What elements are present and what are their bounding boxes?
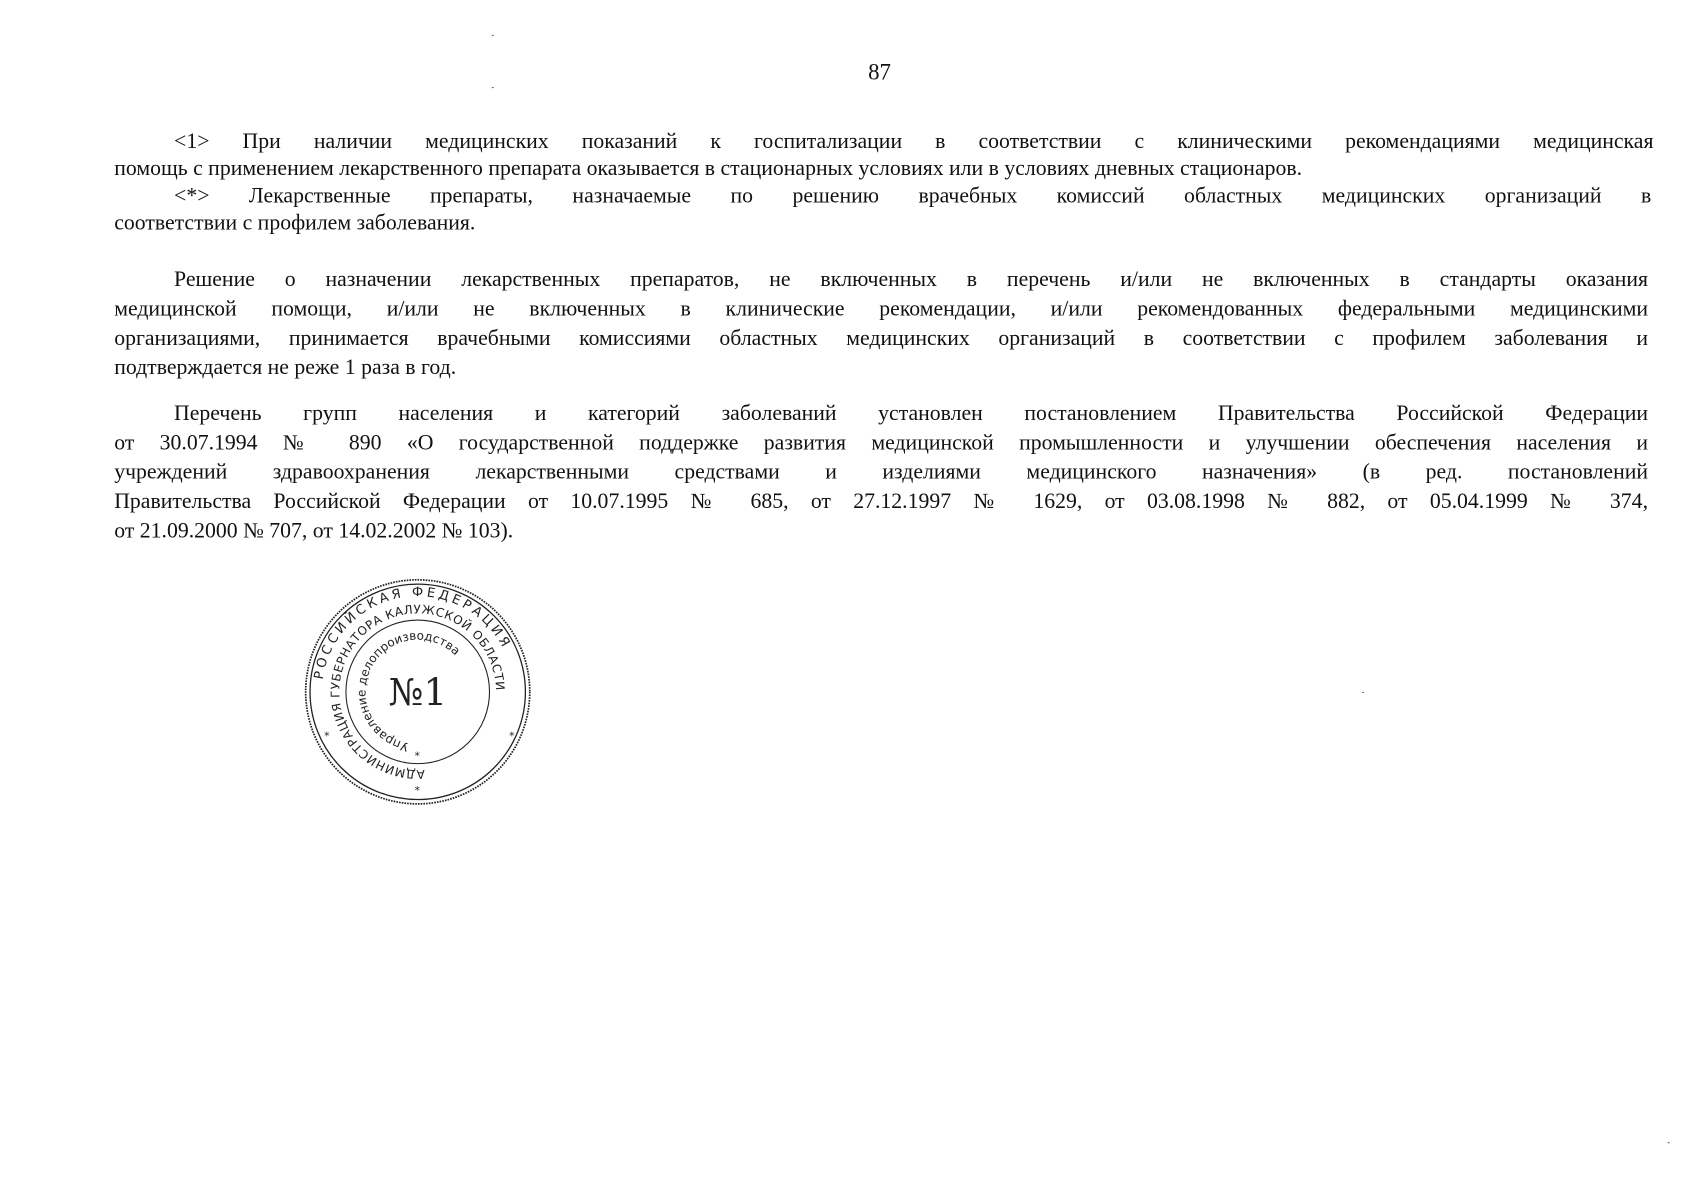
stamp-inner-text: Управление делопроизводства	[354, 628, 464, 755]
official-stamp	[302, 577, 533, 808]
paragraph-decision	[114, 265, 1648, 382]
stamp-outer-text: РОССИЙСКАЯ ФЕДЕРАЦИЯ	[311, 585, 514, 681]
stamp-star: *	[324, 729, 330, 743]
footnote-asterisk	[114, 183, 1651, 237]
text-line: от 21.09.2000 № 707, от 14.02.2002 № 103).	[114, 518, 514, 543]
text-line: Перечень групп населения и категорий заболеваний установлен постановлением Правительства Российской Федерации	[174, 401, 1649, 426]
paragraph-list-groups	[114, 399, 1648, 546]
stamp-center-number: №1	[388, 670, 447, 714]
text-line: Правительства Российской Федерации от 10.07.1995 № 685, от 27.12.1997 № 1629, от 03.08.1998 № 882, от 05.04.1999 № 374,	[114, 489, 1649, 514]
stamp-star: *	[414, 784, 420, 798]
scan-speck	[1362, 692, 1364, 693]
scan-speck	[492, 35, 494, 36]
footnote-1	[114, 128, 1653, 182]
scan-speck	[492, 87, 494, 88]
text-line: подтверждается не реже 1 раза в год.	[114, 355, 457, 380]
stamp-star: *	[414, 749, 420, 763]
text-line: Решение о назначении лекарственных препаратов, не включенных в перечень и/или не включенных в стандарты оказания	[174, 267, 1649, 292]
text-line: <*> Лекарственные препараты, назначаемые по решению врачебных комиссий областных медицинских организаций в	[174, 183, 1652, 208]
text-line: от 30.07.1994 № 890 «О государственной поддержке развития медицинской промышленности и улучшении обеспечения населения и	[114, 430, 1649, 455]
text-line: помощь с применением лекарственного препарата оказывается в стационарных условиях или в условиях дневных стационаров.	[114, 156, 1303, 181]
stamp-star: *	[509, 729, 515, 743]
text-line: соответствии с профилем заболевания.	[114, 211, 476, 235]
scan-speck	[1668, 1142, 1670, 1143]
text-line: учреждений здравоохранения лекарственными средствами и изделиями медицинского назначения» (в ред. постановлений	[114, 460, 1649, 485]
page-number: 87	[868, 58, 891, 85]
text-line: организациями, принимается врачебными комиссиями областных медицинских организаций в соответствии с профилем заболевания и	[114, 326, 1649, 351]
stamp-middle-text: АДМИНИСТРАЦИЯ ГУБЕРНАТОРА КАЛУЖСКОЙ ОБЛАСТИ	[328, 602, 508, 782]
text-line: медицинской помощи, и/или не включенных в клинические рекомендации, и/или рекомендованных федеральными медицинскими	[114, 296, 1649, 321]
text-line: <1> При наличии медицинских показаний к госпитализации в соответствии с клиническими рекомендациями медицинская	[174, 129, 1654, 154]
